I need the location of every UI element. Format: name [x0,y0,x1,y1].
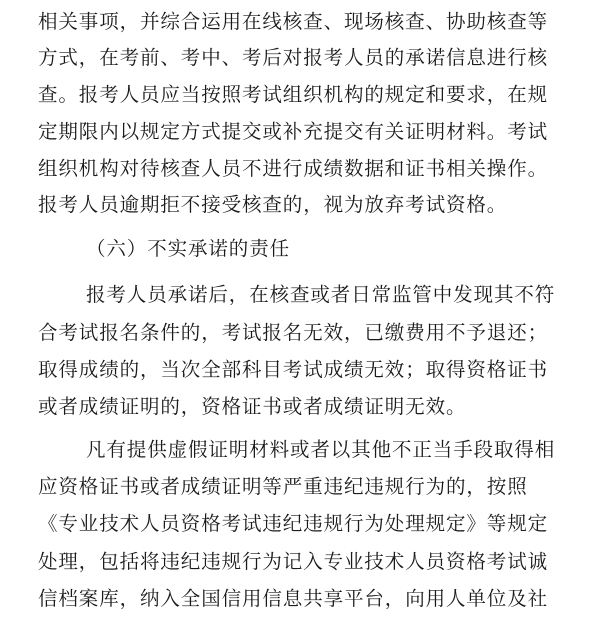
paragraph-2-line-3: 取得成绩的，当次全部科目考试成绩无效；取得资格证书 [38,358,549,381]
paragraph-1-line-6: 报考人员逾期拒不接受核查的，视为放弃考试资格。 [38,193,508,216]
paragraph-2-line-2: 合考试报名条件的，考试报名无效，已缴费用不予退还； [38,321,549,344]
section-heading: （六）不实承诺的责任 [86,237,291,260]
paragraph-1-line-1: 相关事项，并综合运用在线核查、现场核查、协助核查等 [38,10,549,33]
paragraph-2-line-1: 报考人员承诺后，在核查或者日常监管中发现其不符 [86,283,556,306]
paragraph-3-line-2: 应资格证书或者成绩证明等严重违纪违规行为的，按照 [38,475,528,498]
paragraph-2-line-4: 或者成绩证明的，资格证书或者成绩证明无效。 [38,395,467,418]
paragraph-3-line-3: 《专业技术人员资格考试违纪违规行为处理规定》等规定 [38,512,549,535]
paragraph-1-line-5: 组织机构对待核查人员不进行成绩数据和证书相关操作。 [38,157,549,180]
paragraph-3-line-4: 处理，包括将违纪违规行为记入专业技术人员资格考试诚 [38,550,549,573]
paragraph-1-line-4: 定期限内以规定方式提交或补充提交有关证明材料。考试 [38,120,549,143]
paragraph-3-line-5: 信档案库，纳入全国信用信息共享平台，向用人单位及社 [38,587,549,610]
paragraph-1-line-2: 方式，在考前、考中、考后对报考人员的承诺信息进行核 [38,46,549,69]
paragraph-3-line-1: 凡有提供虚假证明材料或者以其他不正当手段取得相 [86,438,556,461]
paragraph-1-line-3: 查。报考人员应当按照考试组织机构的规定和要求，在规 [38,83,549,106]
